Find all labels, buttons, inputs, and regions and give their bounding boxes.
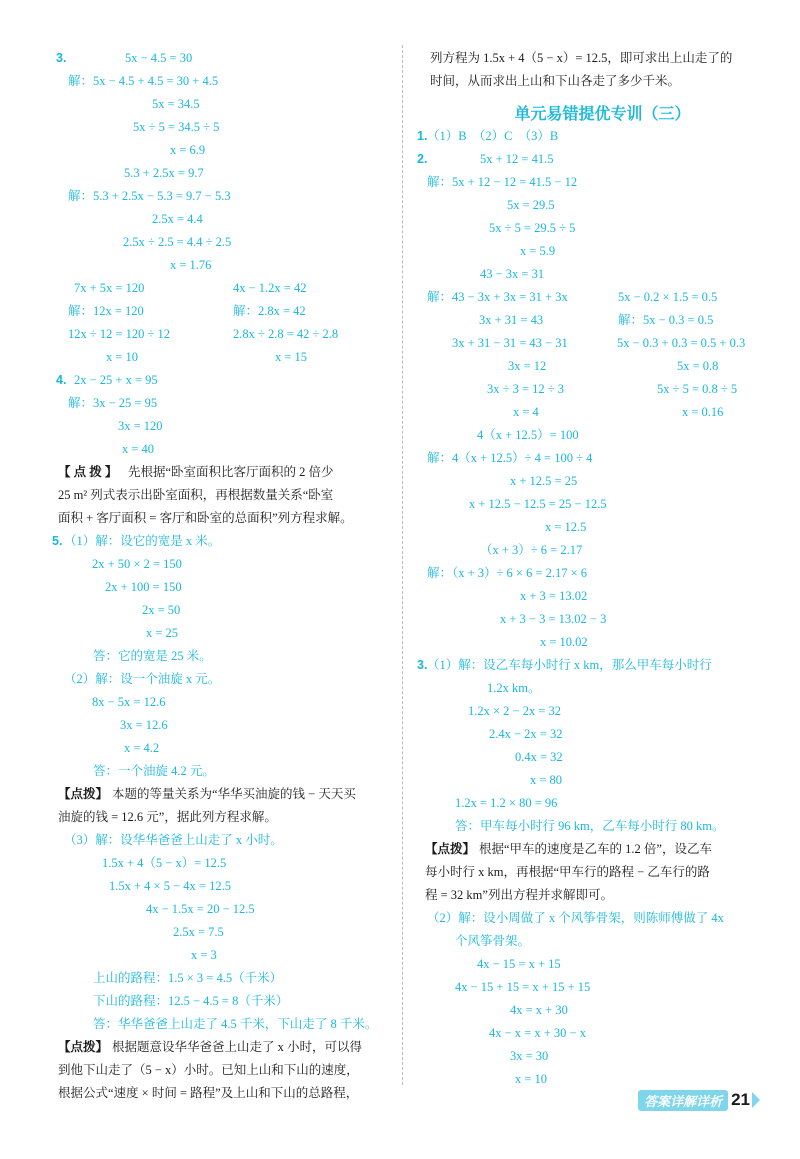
equation-line: 5x ÷ 5 = 29.5 ÷ 5: [489, 221, 576, 235]
q4-number: 4.: [56, 373, 67, 387]
equation-line: 2.8x ÷ 2.8 = 42 ÷ 2.8: [233, 327, 339, 341]
equation-line: 3x = 30: [510, 1049, 549, 1063]
equation-line: 4（x + 12.5）= 100: [477, 428, 579, 442]
equation-line: 4x − x = x + 30 − x: [489, 1026, 586, 1040]
equation-line: 2.5x = 4.4: [152, 212, 203, 226]
footer-label: 答案详解详析: [638, 1090, 728, 1111]
equation-line: 解：43 − 3x + 3x = 31 + 3x: [427, 290, 568, 304]
continuation-text: 时间，从而求出上山和下山各走了多少千米。: [430, 74, 681, 88]
equation-line: 5x − 4.5 = 30: [125, 51, 193, 65]
equation-line: 2x + 100 = 150: [105, 580, 182, 594]
equation-line: 2x − 25 + x = 95: [74, 373, 158, 387]
equation-line: （2）解：设小周做了 x 个风筝骨架，则陈师傅做了 4x: [427, 911, 724, 925]
tip-label: 【点拨】: [58, 787, 109, 801]
equation-line: 1.2x × 2 − 2x = 32: [468, 704, 562, 718]
equation-line: 2.5x ÷ 2.5 = 4.4 ÷ 2.5: [123, 235, 232, 249]
equation-line: x = 0.16: [682, 405, 724, 419]
equation-line: 5.3 + 2.5x = 9.7: [124, 166, 204, 180]
equation-line: 解：3x − 25 = 95: [68, 396, 158, 410]
page-footer: [638, 1089, 760, 1111]
tip-text: 每小时行 x km，再根据“甲车行的路程 − 乙车行的路: [425, 865, 710, 879]
equation-line: 5x = 29.5: [507, 198, 555, 212]
equation-line: 2.4x − 2x = 32: [489, 727, 563, 741]
equation-line: 上山的路程：1.5 × 3 = 4.5（千米）: [93, 971, 283, 985]
equation-line: 43 − 3x = 31: [480, 267, 545, 281]
equation-line: 下山的路程：12.5 − 4.5 = 8（千米）: [93, 994, 289, 1008]
equation-line: 2x = 50: [142, 603, 181, 617]
equation-line: 解：5x − 4.5 + 4.5 = 30 + 4.5: [68, 74, 219, 88]
tip-text: 先根据“卧室面积比客厅面积的 2 倍少: [128, 465, 334, 479]
tip-text: 根据公式“速度 × 时间 = 路程”及上山和下山的总路程，: [58, 1086, 359, 1100]
equation-line: （2）解：设一个油旋 x 元。: [64, 672, 221, 686]
tip-label: 【点拨】: [425, 842, 476, 856]
tip-label: 【点拨】: [58, 1040, 109, 1054]
equation-line: x = 10: [515, 1072, 548, 1086]
equation-line: 4x − 15 + 15 = x + 15 + 15: [455, 980, 591, 994]
equation-line: x = 25: [146, 626, 179, 640]
equation-line: x = 40: [122, 442, 155, 456]
equation-line: 解：4（x + 12.5）÷ 4 = 100 ÷ 4: [427, 451, 593, 465]
q3-number: 3.: [417, 658, 428, 672]
equation-line: 12x ÷ 12 = 120 ÷ 12: [68, 327, 171, 341]
equation-line: 2x + 50 × 2 = 150: [92, 557, 182, 571]
tip-text: 根据题意设华华爸爸上山走了 x 小时，可以得: [112, 1040, 363, 1054]
equation-line: 3x = 120: [118, 419, 163, 433]
equation-line: （x + 3）÷ 6 = 2.17: [480, 543, 583, 557]
tip-text: 本题的等量关系为“华华买油旋的钱 − 天天买: [112, 787, 356, 801]
equation-line: x + 12.5 − 12.5 = 25 − 12.5: [469, 497, 607, 511]
equation-line: x = 80: [530, 773, 563, 787]
equation-line: 解：5.3 + 2.5x − 5.3 = 9.7 − 5.3: [68, 189, 231, 203]
equation-line: x + 12.5 = 25: [510, 474, 578, 488]
equation-line: 4x = x + 30: [510, 1003, 568, 1017]
tip-text: 面积 + 客厅面积 = 客厅和卧室的总面积”列方程求解。: [58, 511, 353, 525]
equation-line: x + 3 − 3 = 13.02 − 3: [500, 612, 607, 626]
equation-line: 3x = 12.6: [120, 718, 168, 732]
equation-line: x = 12.5: [545, 520, 587, 534]
equation-line: 4x − 1.2x = 42: [233, 281, 307, 295]
equation-line: x = 6.9: [170, 143, 206, 157]
equation-line: 1.2x = 1.2 × 80 = 96: [455, 796, 558, 810]
equation-line: x = 5.9: [520, 244, 556, 258]
answer-line: 答：甲车每小时行 96 km，乙车每小时行 80 km。: [455, 819, 725, 833]
answer-line: 答：华华爸爸上山走了 4.5 千米，下山走了 8 千米。: [93, 1017, 378, 1031]
q3-number: 3.: [56, 51, 67, 65]
equation-line: 1.5x + 4（5 − x）= 12.5: [102, 856, 227, 870]
tip-label: 【 点 拨 】: [58, 465, 118, 479]
section-title: 单元易错提优专训（三）: [514, 104, 691, 123]
equation-line: 3x = 12: [508, 359, 547, 373]
equation-line: 1.2x km。: [487, 681, 541, 695]
equation-line: （3）解：设华华爸爸上山走了 x 小时。: [64, 833, 283, 847]
equation-line: 4x − 15 = x + 15: [477, 957, 561, 971]
answer-line: 答：它的宽是 25 米。: [93, 649, 212, 663]
equation-line: 8x − 5x = 12.6: [92, 695, 166, 709]
equation-line: 4x − 1.5x = 20 − 12.5: [146, 902, 255, 916]
equation-line: 5x = 34.5: [152, 97, 200, 111]
tip-text: 程 = 32 km”列出方程并求解即可。: [425, 888, 613, 902]
equation-line: 解：2.8x = 42: [233, 304, 306, 318]
equation-line: 5x − 0.3 + 0.3 = 0.5 + 0.3: [617, 336, 746, 350]
equation-line: 1.5x + 4 × 5 − 4x = 12.5: [109, 879, 231, 893]
equation-line: x = 10.02: [540, 635, 588, 649]
equation-line: 解：5x + 12 − 12 = 41.5 − 12: [427, 175, 578, 189]
page-number: 21: [731, 1090, 750, 1109]
equation-line: x = 4.2: [124, 741, 160, 755]
equation-line: 5x = 0.8: [677, 359, 719, 373]
continuation-text: 列方程为 1.5x + 4（5 − x）= 12.5，即可求出上山走了的: [430, 51, 733, 65]
equation-line: （1）解：设它的宽是 x 米。: [64, 534, 221, 548]
equation-line: 解：5x − 0.3 = 0.5: [618, 313, 714, 327]
equation-line: （1）解：设乙车每小时行 x km，那么甲车每小时行: [427, 658, 712, 672]
equation-line: 解：（x + 3）÷ 6 × 6 = 2.17 × 6: [427, 566, 588, 580]
equation-line: 3x ÷ 3 = 12 ÷ 3: [487, 382, 565, 396]
q2-number: 2.: [417, 152, 428, 166]
tip-text: 25 m² 列式表示出卧室面积，再根据数量关系“卧室: [58, 488, 334, 502]
tip-text: 油旋的钱 = 12.6 元”，据此列方程求解。: [58, 810, 277, 824]
equation-line: 3x + 31 − 31 = 43 − 31: [452, 336, 568, 350]
footer-arrow-icon: [752, 1092, 760, 1108]
equation-line: x + 3 = 13.02: [520, 589, 588, 603]
tip-text: 根据“甲车的速度是乙车的 1.2 倍”，设乙车: [479, 842, 712, 856]
tip-text: 到他下山走了（5 − x）小时。已知上山和下山的速度，: [58, 1063, 359, 1077]
equation-line: 5x ÷ 5 = 34.5 ÷ 5: [133, 120, 220, 134]
equation-line: 解：12x = 120: [68, 304, 144, 318]
equation-line: 5x + 12 = 41.5: [480, 152, 554, 166]
q5-number: 5.: [52, 534, 63, 548]
equation-line: x = 3: [191, 948, 217, 962]
equation-line: 2.5x = 7.5: [173, 925, 224, 939]
equation-line: x = 15: [275, 350, 308, 364]
equation-line: 0.4x = 32: [515, 750, 563, 764]
q1-number: 1.: [417, 129, 428, 143]
answer-line: 答：一个油旋 4.2 元。: [93, 764, 215, 778]
equation-line: x = 1.76: [170, 258, 212, 272]
answer-line: （1）B （2）C （3）B: [427, 129, 559, 143]
equation-line: 5x ÷ 5 = 0.8 ÷ 5: [657, 382, 738, 396]
equation-line: 5x − 0.2 × 1.5 = 0.5: [618, 290, 718, 304]
equation-line: x = 10: [106, 350, 139, 364]
equation-line: x = 4: [513, 405, 539, 419]
equation-line: 3x + 31 = 43: [479, 313, 544, 327]
equation-line: 个风筝骨架。: [455, 934, 531, 948]
column-divider: [402, 45, 403, 1085]
equation-line: 7x + 5x = 120: [74, 281, 145, 295]
